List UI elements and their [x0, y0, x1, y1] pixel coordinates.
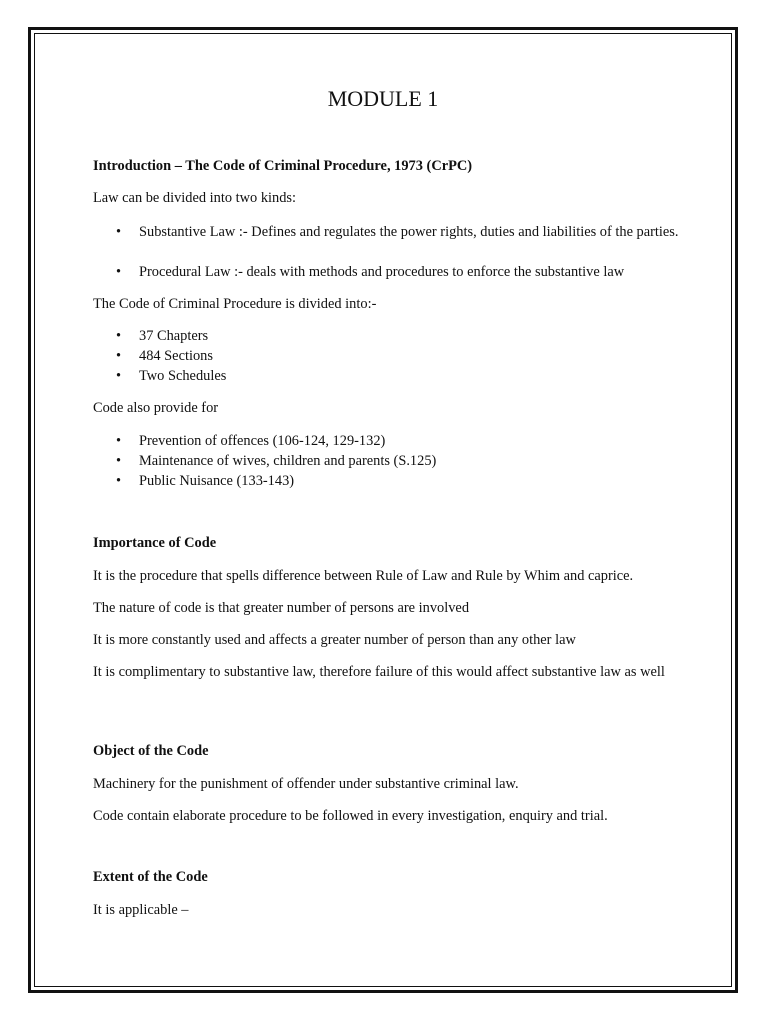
bullet-icon: • — [116, 368, 122, 384]
list-item-text: Procedural Law :- deals with methods and procedures to enforce the substantive law — [139, 264, 625, 280]
intro-heading: Introduction – The Code of Criminal Procedure, 1973 (CrPC) — [93, 158, 473, 174]
bullet-icon: • — [116, 473, 122, 489]
bullet-icon: • — [116, 224, 122, 240]
extent-heading: Extent of the Code — [93, 869, 208, 885]
intro-lead: Law can be divided into two kinds: — [93, 190, 297, 206]
bullet-icon: • — [116, 348, 122, 364]
bullet-icon: • — [116, 328, 122, 344]
list-item-text: Substantive Law :- Defines and regulates the power rights, duties and liabilities of the parties. — [139, 224, 679, 240]
list-item-text: Prevention of offences (106-124, 129-132) — [139, 433, 386, 449]
list-item-text: 484 Sections — [139, 348, 213, 364]
paragraph: It is more constantly used and affects a greater number of person than any other law — [93, 632, 576, 648]
importance-heading: Importance of Code — [93, 535, 217, 551]
paragraph: Machinery for the punishment of offender under substantive criminal law. — [93, 776, 519, 792]
page-border-inner — [34, 33, 732, 987]
paragraph: Code contain elaborate procedure to be followed in every investigation, enquiry and trial. — [93, 808, 608, 824]
list-item-text: Public Nuisance (133-143) — [139, 473, 295, 489]
bullet-icon: • — [116, 453, 122, 469]
bullet-icon: • — [116, 433, 122, 449]
paragraph: It is complimentary to substantive law, therefore failure of this would affect substantive law as well — [93, 664, 665, 680]
list-item-text: Two Schedules — [139, 368, 227, 384]
paragraph: It is the procedure that spells difference between Rule of Law and Rule by Whim and caprice. — [93, 568, 634, 584]
object-heading: Object of the Code — [93, 743, 209, 759]
module-title: MODULE 1 — [327, 86, 439, 111]
divided-lead: The Code of Criminal Procedure is divided into:- — [93, 296, 377, 312]
paragraph: It is applicable – — [93, 902, 189, 918]
list-item-text: Maintenance of wives, children and parents (S.125) — [139, 453, 437, 469]
list-item-text: 37 Chapters — [139, 328, 209, 344]
paragraph: The nature of code is that greater number of persons are involved — [93, 600, 470, 616]
bullet-icon: • — [116, 264, 122, 280]
provide-lead: Code also provide for — [93, 400, 219, 416]
